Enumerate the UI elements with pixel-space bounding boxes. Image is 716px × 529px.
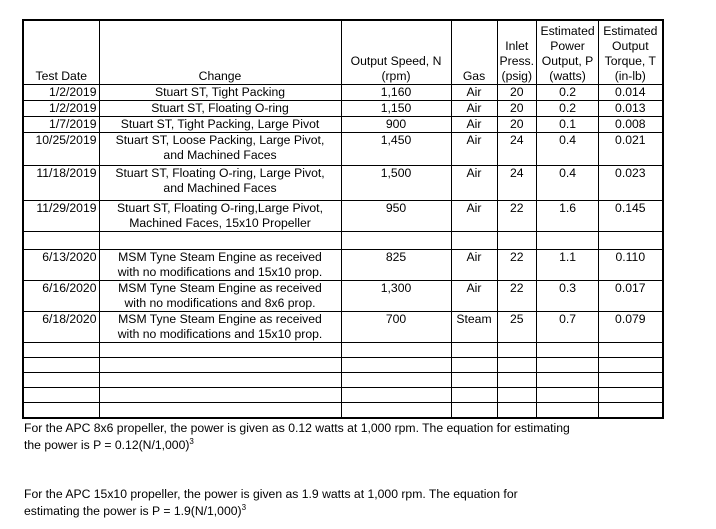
cell-power: 0.3 (537, 280, 599, 311)
empty-cell (451, 231, 497, 249)
cell-torque: 0.145 (599, 200, 663, 231)
empty-cell (23, 387, 99, 402)
note-8x6-propeller (24, 420, 664, 454)
cell-test-date: 11/18/2019 (23, 165, 99, 200)
empty-cell (99, 402, 341, 418)
empty-cell (23, 231, 99, 249)
note-8x6-line2: the power is $P = 0.12(N/1,000)^3$ (24, 436, 194, 452)
header-estimated-torque: Estimated Output Torque, T (in-lb) (599, 20, 663, 84)
empty-cell (497, 402, 537, 418)
cell-output-speed: 1,300 (341, 280, 451, 311)
empty-cell (537, 387, 599, 402)
cell-inlet-press: 24 (497, 165, 537, 200)
cell-test-date: 10/25/2019 (23, 132, 99, 165)
header-row (23, 20, 663, 84)
cell-gas: Steam (451, 311, 497, 342)
empty-cell (497, 231, 537, 249)
empty-cell (599, 231, 663, 249)
empty-row (23, 402, 663, 418)
empty-cell (537, 342, 599, 357)
cell-power: 0.4 (537, 132, 599, 165)
empty-cell (99, 387, 341, 402)
cell-torque: 0.017 (599, 280, 663, 311)
empty-cell (341, 372, 451, 387)
cell-change: MSM Tyne Steam Engine as received with no modifications and 8x6 prop. (99, 280, 341, 311)
table-row (23, 249, 663, 280)
cell-change: Stuart ST, Loose Packing, Large Pivot, and Machined Faces (99, 132, 341, 165)
test-results-table (22, 19, 664, 419)
cell-gas: Air (451, 116, 497, 132)
empty-cell (341, 342, 451, 357)
cell-change: Stuart ST, Floating O-ring (99, 100, 341, 116)
cell-power: 1.1 (537, 249, 599, 280)
cell-gas: Air (451, 249, 497, 280)
empty-cell (341, 231, 451, 249)
cell-change: MSM Tyne Steam Engine as received with no modifications and 15x10 prop. (99, 311, 341, 342)
empty-cell (23, 372, 99, 387)
cell-output-speed: 700 (341, 311, 451, 342)
note-15x10-propeller (24, 486, 664, 520)
empty-cell (451, 387, 497, 402)
empty-cell (99, 231, 341, 249)
empty-cell (341, 402, 451, 418)
cell-change: Stuart ST, Tight Packing (99, 84, 341, 100)
empty-cell (99, 357, 341, 372)
cell-torque: 0.110 (599, 249, 663, 280)
cell-test-date: 6/16/2020 (23, 280, 99, 311)
cell-power: 0.7 (537, 311, 599, 342)
empty-cell (341, 387, 451, 402)
empty-row (23, 357, 663, 372)
cell-test-date: 11/29/2019 (23, 200, 99, 231)
cell-output-speed: 950 (341, 200, 451, 231)
empty-cell (497, 372, 537, 387)
cell-torque: 0.079 (599, 311, 663, 342)
cell-inlet-press: 24 (497, 132, 537, 165)
table-row (23, 165, 663, 200)
cell-power: 0.1 (537, 116, 599, 132)
cell-gas: Air (451, 84, 497, 100)
empty-cell (599, 372, 663, 387)
empty-cell (23, 402, 99, 418)
note-15x10-line1: For the APC 15x10 propeller, the power is given as 1.9 watts at 1,000 rpm. The equation for (24, 487, 518, 501)
empty-cell (497, 342, 537, 357)
cell-output-speed: 1,150 (341, 100, 451, 116)
header-change: Change (99, 20, 341, 84)
empty-cell (99, 372, 341, 387)
empty-cell (497, 387, 537, 402)
cell-power: 1.6 (537, 200, 599, 231)
table-row (23, 116, 663, 132)
cell-test-date: 1/2/2019 (23, 100, 99, 116)
cell-output-speed: 825 (341, 249, 451, 280)
spacer-row (23, 231, 663, 249)
cell-inlet-press: 20 (497, 100, 537, 116)
cell-change: Stuart ST, Tight Packing, Large Pivot (99, 116, 341, 132)
empty-row (23, 387, 663, 402)
cell-change: Stuart ST, Floating O-ring,Large Pivot, Machined Faces, 15x10 Propeller (99, 200, 341, 231)
header-test-date: Test Date (23, 20, 99, 84)
cell-inlet-press: 20 (497, 116, 537, 132)
header-output-speed: Output Speed, N (rpm) (341, 20, 451, 84)
cell-gas: Air (451, 132, 497, 165)
cell-gas: Air (451, 165, 497, 200)
cell-test-date: 6/18/2020 (23, 311, 99, 342)
cell-power: 0.2 (537, 100, 599, 116)
cell-output-speed: 1,500 (341, 165, 451, 200)
cell-inlet-press: 25 (497, 311, 537, 342)
empty-row (23, 342, 663, 357)
cell-gas: Air (451, 100, 497, 116)
note-15x10-line2: estimating the power is $P = 1.9(N/1,000)^3$ (24, 502, 247, 518)
cell-torque: 0.023 (599, 165, 663, 200)
table-row (23, 100, 663, 116)
empty-cell (537, 402, 599, 418)
empty-cell (451, 402, 497, 418)
table-row (23, 84, 663, 100)
cell-test-date: 6/13/2020 (23, 249, 99, 280)
cell-test-date: 1/7/2019 (23, 116, 99, 132)
cell-inlet-press: 22 (497, 280, 537, 311)
cell-torque: 0.021 (599, 132, 663, 165)
empty-cell (451, 372, 497, 387)
empty-cell (99, 342, 341, 357)
cell-output-speed: 1,450 (341, 132, 451, 165)
cell-gas: Air (451, 200, 497, 231)
empty-cell (537, 357, 599, 372)
empty-cell (341, 357, 451, 372)
empty-cell (497, 357, 537, 372)
cell-gas: Air (451, 280, 497, 311)
empty-cell (537, 231, 599, 249)
table-row (23, 280, 663, 311)
cell-torque: 0.013 (599, 100, 663, 116)
cell-torque: 0.008 (599, 116, 663, 132)
header-gas: Gas (451, 20, 497, 84)
empty-cell (23, 342, 99, 357)
cell-output-speed: 1,160 (341, 84, 451, 100)
table-row (23, 311, 663, 342)
cell-inlet-press: 22 (497, 200, 537, 231)
empty-cell (451, 342, 497, 357)
empty-cell (451, 357, 497, 372)
empty-cell (599, 402, 663, 418)
cell-inlet-press: 22 (497, 249, 537, 280)
header-estimated-power: Estimated Power Output, P (watts) (537, 20, 599, 84)
table-row (23, 132, 663, 165)
cell-change: MSM Tyne Steam Engine as received with no modifications and 15x10 prop. (99, 249, 341, 280)
empty-cell (23, 357, 99, 372)
empty-cell (599, 357, 663, 372)
cell-change: Stuart ST, Floating O-ring, Large Pivot, and Machined Faces (99, 165, 341, 200)
cell-torque: 0.014 (599, 84, 663, 100)
cell-power: 0.4 (537, 165, 599, 200)
empty-row (23, 372, 663, 387)
note-8x6-line1: For the APC 8x6 propeller, the power is given as 0.12 watts at 1,000 rpm. The equation for estimating (24, 421, 570, 435)
cell-test-date: 1/2/2019 (23, 84, 99, 100)
empty-cell (599, 342, 663, 357)
empty-cell (599, 387, 663, 402)
cell-power: 0.2 (537, 84, 599, 100)
table-row (23, 200, 663, 231)
cell-inlet-press: 20 (497, 84, 537, 100)
empty-cell (537, 372, 599, 387)
cell-output-speed: 900 (341, 116, 451, 132)
header-inlet-press: Inlet Press. (psig) (497, 20, 537, 84)
